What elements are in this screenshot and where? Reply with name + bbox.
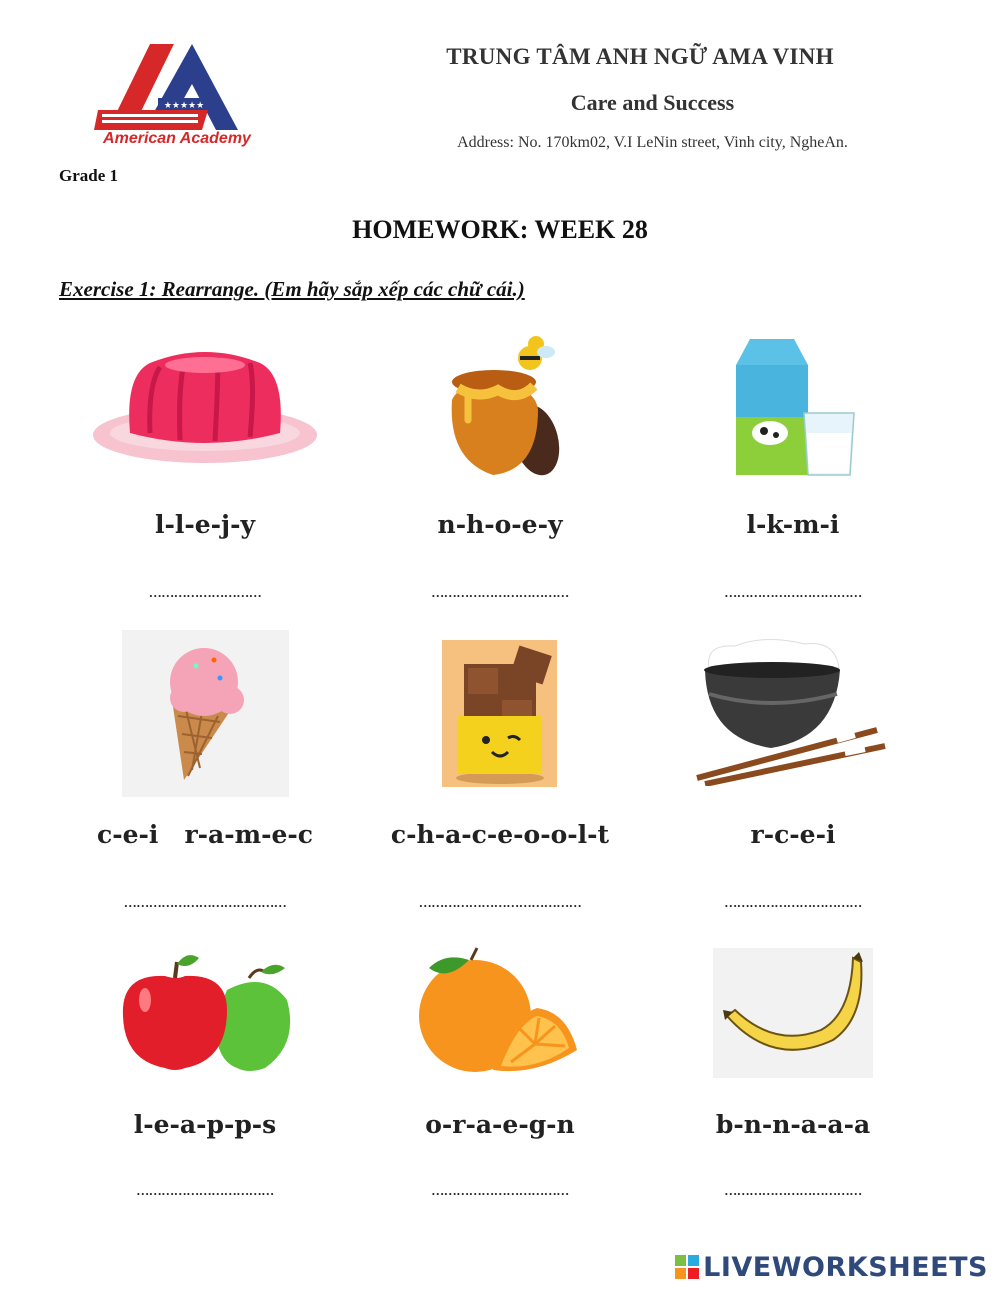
answer-blank[interactable]: ………………………: [148, 585, 262, 600]
scramble-word: o-r-a-e-g-n: [425, 1110, 575, 1139]
orange-picture: [415, 946, 585, 1082]
liveworksheets-text: LIVEWORKSHEETS: [703, 1251, 988, 1283]
ice-cream-picture: [122, 630, 289, 797]
answer-blank[interactable]: …………………………………: [123, 895, 287, 910]
svg-text:★★★★★: ★★★★★: [163, 100, 205, 110]
scramble-word: r-c-e-i: [750, 820, 836, 849]
answer-blank[interactable]: ……………………………: [136, 1183, 274, 1198]
scramble-word: c-h-a-c-e-o-o-l-t: [390, 820, 610, 849]
apples-picture: [115, 950, 295, 1075]
answer-blank[interactable]: ……………………………: [724, 585, 862, 600]
scramble-word: l-l-e-j-y: [155, 510, 255, 539]
milk-picture: [730, 337, 860, 482]
scramble-word: c-e-i r-a-m-e-c: [97, 820, 313, 849]
honey-picture: [438, 330, 568, 480]
answer-blank[interactable]: …………………………………: [418, 895, 582, 910]
logo-text: American Academy: [103, 130, 251, 147]
scramble-word: l-k-m-i: [746, 510, 840, 539]
exercise-instruction: Exercise 1: Rearrange. (Em hãy sắp xếp các chữ cái.): [59, 277, 525, 301]
grade-label: Grade 1: [59, 166, 119, 185]
answer-blank[interactable]: ……………………………: [431, 1183, 569, 1198]
banana-picture: [713, 948, 873, 1078]
liveworksheets-watermark: [675, 1250, 988, 1284]
liveworksheets-icon: [675, 1255, 699, 1279]
scramble-word: n-h-o-e-y: [437, 510, 563, 539]
address: Address: No. 170km02, V.I LeNin street, Vinh city, NgheAn.: [457, 134, 848, 151]
jelly-picture: [90, 345, 320, 470]
chocolate-picture: [442, 640, 557, 787]
answer-blank[interactable]: ……………………………: [724, 895, 862, 910]
scramble-word: l-e-a-p-p-s: [133, 1110, 277, 1139]
answer-blank[interactable]: ……………………………: [724, 1183, 862, 1198]
scramble-word: b-n-n-a-a-a: [715, 1110, 871, 1139]
rice-picture: [695, 638, 890, 786]
answer-blank[interactable]: ……………………………: [431, 585, 569, 600]
center-name: TRUNG TÂM ANH NGỮ AMA VINH: [446, 44, 834, 69]
slogan: Care and Success: [570, 90, 735, 115]
page-title: HOMEWORK: WEEK 28: [352, 215, 648, 244]
